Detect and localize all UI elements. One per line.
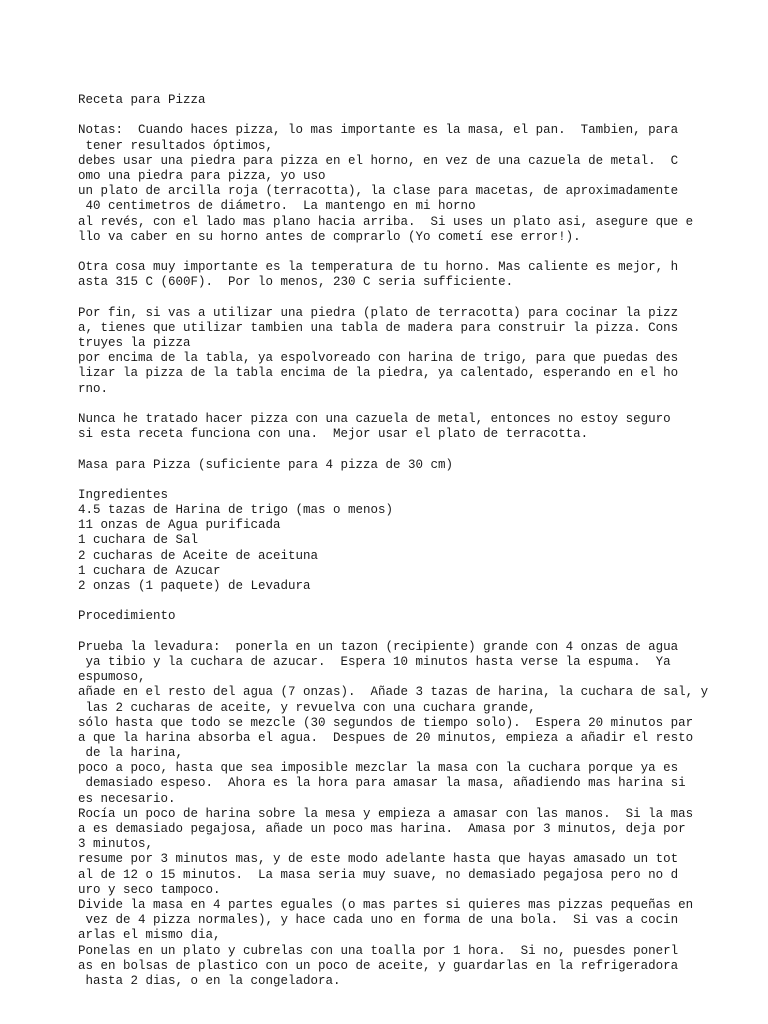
procedure-line: poco a poco, hasta que sea imposible mezclar la masa con la cuchara porque ya es (78, 761, 679, 776)
notes-line: 40 centimetros de diámetro. La mantengo en mi horno (78, 199, 476, 214)
stone-line: lizar la pizza de la tabla encima de la piedra, ya calentado, esperando en el ho (78, 366, 679, 381)
stone-line: rno. (78, 381, 109, 396)
ingredients-heading: Ingredientes (78, 487, 169, 502)
procedure-line: Divide la masa en 4 partes eguales (o mas partes si quieres mas pizzas pequeñas en (78, 897, 694, 912)
procedure-line: añade en el resto del agua (7 onzas). Añade 3 tazas de harina, la cuchara de sal, y (78, 685, 709, 700)
document-page (78, 93, 738, 989)
ingredient-item: 2 onzas (1 paquete) de Levadura (78, 579, 311, 593)
procedure-line: demasiado espeso. Ahora es la hora para amasar la masa, añadiendo mas harina si (78, 776, 686, 791)
procedure-line: al de 12 o 15 minutos. La masa seria muy suave, no demasiado pegajosa pero no d (78, 867, 679, 882)
procedure-line: vez de 4 pizza normales), y hace cada uno en forma de una bola. Si vas a cocin (78, 913, 679, 928)
procedure-line: sólo hasta que todo se mezcle (30 segundos de tiempo solo). Espera 20 minutos par (78, 715, 694, 730)
blank-line (78, 397, 738, 412)
blank-line (78, 108, 738, 123)
procedure-line: a es demasiado pegajosa, añade un poco mas harina. Amasa por 3 minutos, deja por (78, 822, 686, 836)
blank-line (78, 245, 738, 260)
procedure-line: a que la harina absorba el agua. Despues de 20 minutos, empieza a añadir el resto (78, 730, 694, 745)
procedure-line: as en bolsas de plastico con un poco de aceite, y guardarlas en la refrigeradora (78, 958, 679, 973)
blank-line (78, 594, 738, 609)
procedure-line: arlas el mismo dia, (78, 928, 221, 943)
metal-pan-line: si esta receta funciona con una. Mejor usar el plato de terracotta. (78, 427, 589, 442)
notes-line: al revés, con el lado mas plano hacia arriba. Si uses un plato asi, asegure que e (78, 214, 694, 229)
notes-line: debes usar una piedra para pizza en el horno, en vez de una cazuela de metal. C (78, 153, 679, 168)
procedure-line: 3 minutos, (78, 837, 154, 852)
procedure-line: uro y seco tampoco. (78, 882, 221, 897)
stone-line: a, tienes que utilizar tambien una tabla de madera para construir la pizza. Cons (78, 320, 679, 335)
blank-line (78, 625, 738, 640)
notes-line: Notas: Cuando haces pizza, lo mas importante es la masa, el pan. Tambien, para (78, 123, 679, 138)
dough-heading: Masa para Pizza (suficiente para 4 pizza de 30 cm) (78, 457, 454, 472)
procedure-line: Prueba la levadura: ponerla en un tazon (recipiente) grande con 4 onzas de agua (78, 639, 679, 654)
stone-line: por encima de la tabla, ya espolvoreado con harina de trigo, para que puedas des (78, 351, 679, 366)
ingredient-item: 11 onzas de Agua purificada (78, 518, 281, 533)
ingredient-item: 1 cuchara de Sal (78, 533, 199, 548)
temperature-line: asta 315 C (600F). Por lo menos, 230 C seria sufficiente. (78, 275, 514, 290)
ingredient-item: 2 cucharas de Aceite de aceituna (78, 548, 319, 563)
temperature-line: Otra cosa muy importante es la temperatura de tu horno. Mas caliente es mejor, h (78, 260, 679, 275)
notes-line: tener resultados óptimos, (78, 138, 274, 153)
procedure-line: las 2 cucharas de aceite, y revuelva con una cuchara grande, (78, 700, 536, 715)
blank-line (78, 290, 738, 305)
procedure-line: es necesario. (78, 791, 176, 806)
stone-line: Por fin, si vas a utilizar una piedra (plato de terracotta) para cocinar la pizz (78, 305, 679, 320)
notes-line: un plato de arcilla roja (terracotta), la clase para macetas, de aproximadamente (78, 184, 679, 199)
procedure-line: espumoso, (78, 670, 146, 685)
ingredient-item: 1 cuchara de Azucar (78, 563, 221, 578)
document-title: Receta para Pizza (78, 93, 206, 107)
procedure-line: Rocía un poco de harina sobre la mesa y empieza a amasar con las manos. Si la mas (78, 806, 694, 821)
metal-pan-line: Nunca he tratado hacer pizza con una cazuela de metal, entonces no estoy seguro (78, 411, 671, 426)
notes-line: omo una piedra para pizza, yo uso (78, 168, 326, 183)
blank-line (78, 442, 738, 457)
procedure-line: Ponelas en un plato y cubrelas con una toalla por 1 hora. Si no, puesdes ponerl (78, 943, 679, 958)
procedure-line: de la harina, (78, 746, 184, 761)
notes-line: llo va caber en su horno antes de comprarlo (Yo cometí ese error!). (78, 229, 581, 244)
procedure-line: ya tibio y la cuchara de azucar. Espera 10 minutos hasta verse la espuma. Ya (78, 654, 671, 669)
procedure-line: hasta 2 dias, o en la congeladora. (78, 973, 341, 988)
procedure-heading: Procedimiento (78, 609, 176, 624)
blank-line (78, 473, 738, 488)
procedure-line: resume por 3 minutos mas, y de este modo adelante hasta que hayas amasado un tot (78, 852, 679, 867)
stone-line: truyes la pizza (78, 336, 191, 350)
ingredient-item: 4.5 tazas de Harina de trigo (mas o menos) (78, 503, 394, 518)
